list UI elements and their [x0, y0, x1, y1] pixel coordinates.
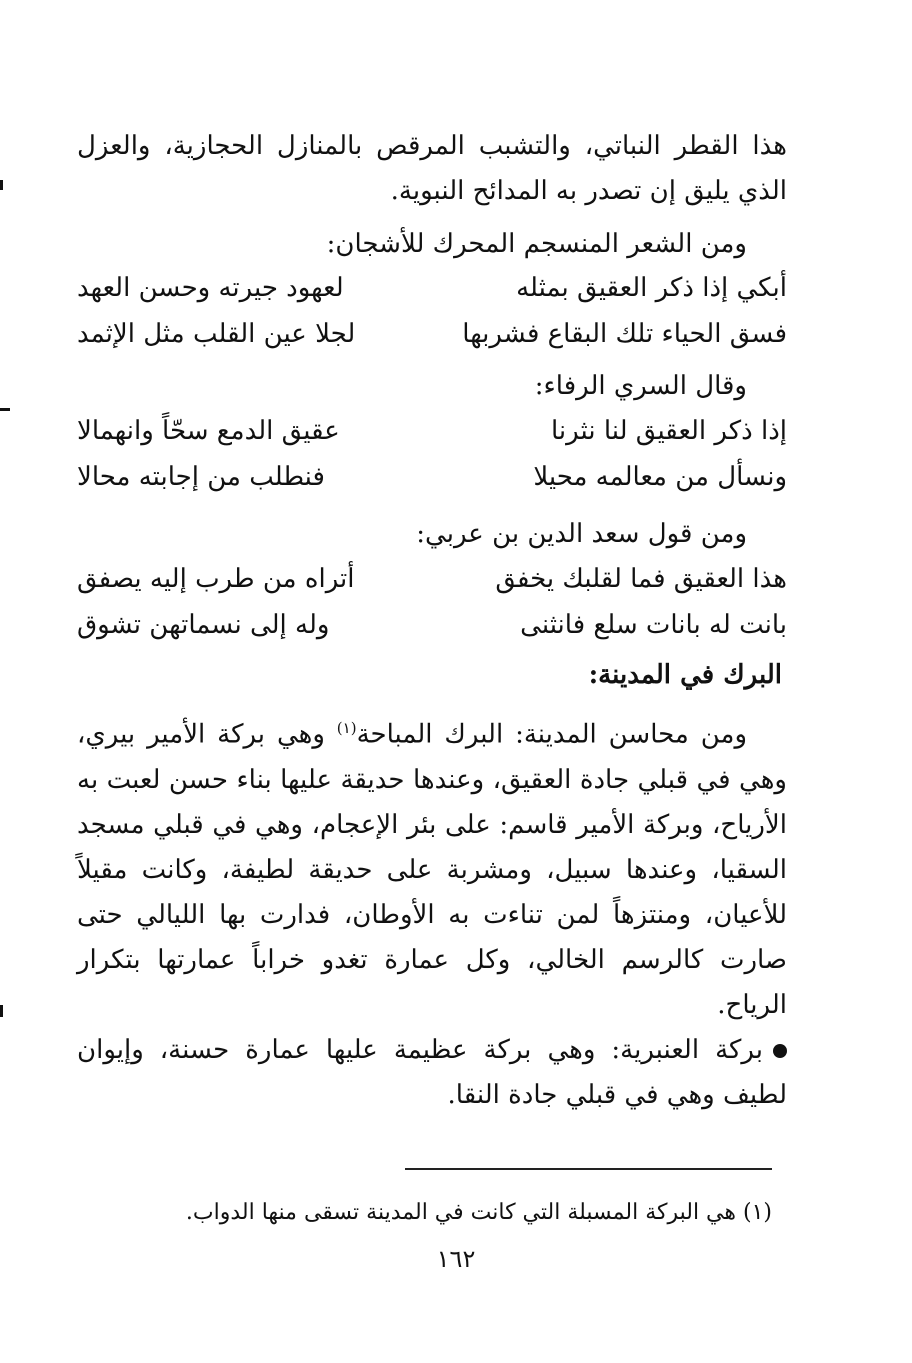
second-hemistich: فنطلب من إجابته محالا [77, 462, 325, 492]
verse [77, 454, 787, 500]
verse [77, 408, 787, 454]
first-hemistich: ونسأل من معالمه محيلا [533, 462, 787, 492]
paragraph-2-part-2: وهي بركة الأمير بيري، وهي في قبلي جادة العقيق، وعندها حديقة عليها بناء حسن لعبت به الأرياح، وبركة الأمير قاسم: على بئر الإعجام، وهي في قبلي مسجد السقيا، وعندها سبيل، ومشربة على حديقة لطيفة، وكانت مقيلاً للأعيان، ومنتزهاً لمن تناءت به الأوطان، فدارت بها الليالي حتى صارت كالرسم الخالي، وكل عمارة تغدو خراباً عمارتها بتكرار الرياح. [77, 719, 787, 1020]
second-hemistich: وله إلى نسماتهن تشوق [77, 610, 330, 640]
page-number: ١٦٢ [436, 1245, 476, 1273]
paragraph-1 [77, 124, 787, 214]
intro-1 [77, 222, 787, 267]
intro-3 [77, 512, 787, 557]
paragraph-2 [77, 706, 787, 1118]
first-hemistich: بانت له بانات سلع فانثنى [520, 610, 787, 640]
paragraph-1-text: هذا القطر النباتي، والتشبب المرقص بالمنازل الحجازية، والعزل الذي يليق إن تصدر به المدائح النبوية. [77, 131, 787, 206]
paragraph-2-text [77, 706, 787, 1028]
verse [77, 602, 787, 648]
verse [77, 556, 787, 602]
footnote-reference: (١) [336, 719, 357, 737]
first-hemistich: إذا ذكر العقيق لنا نثرنا [550, 416, 787, 446]
first-hemistich: أبكي إذا ذكر العقيق بمثله [516, 273, 787, 303]
first-hemistich: فسق الحياء تلك البقاع فشربها [462, 319, 787, 349]
section-heading: البرك في المدينة: [588, 660, 782, 690]
edge-mark-left-bottom [0, 1005, 3, 1017]
intro-2 [77, 364, 787, 409]
first-hemistich: هذا العقيق فما لقلبك يخفق [495, 564, 787, 594]
verse [77, 265, 787, 311]
paragraph-2-part-1: ومن محاسن المدينة: البرك المباحة [356, 719, 747, 750]
footnote: (١) هي البركة المسبلة التي كانت في المدينة تسقى منها الدواب. [185, 1200, 772, 1225]
poem-1 [77, 265, 787, 357]
second-hemistich: عقيق الدمع سحّاً وانهمالا [77, 416, 340, 446]
poem-2 [77, 408, 787, 500]
bullet-item [77, 1028, 787, 1118]
edge-mark-left-middle [0, 408, 10, 411]
bullet-icon [773, 1044, 787, 1058]
intro-1-text: ومن الشعر المنسجم المحرك للأشجان: [326, 229, 747, 259]
poem-3 [77, 556, 787, 648]
intro-2-text: وقال السري الرفاء: [534, 371, 747, 401]
bullet-item-text: بركة العنبرية: وهي بركة عظيمة عليها عمارة حسنة، وإيوان لطيف وهي في قبلي جادة النقا. [77, 1034, 787, 1110]
second-hemistich: أتراه من طرب إليه يصفق [77, 564, 355, 594]
intro-3-text: ومن قول سعد الدين بن عربي: [416, 519, 747, 549]
second-hemistich: لجلا عين القلب مثل الإثمد [77, 319, 356, 349]
edge-mark-left-top [0, 180, 3, 190]
footnote-divider [405, 1168, 772, 1170]
second-hemistich: لعهود جيرته وحسن العهد [77, 273, 344, 303]
verse [77, 311, 787, 357]
